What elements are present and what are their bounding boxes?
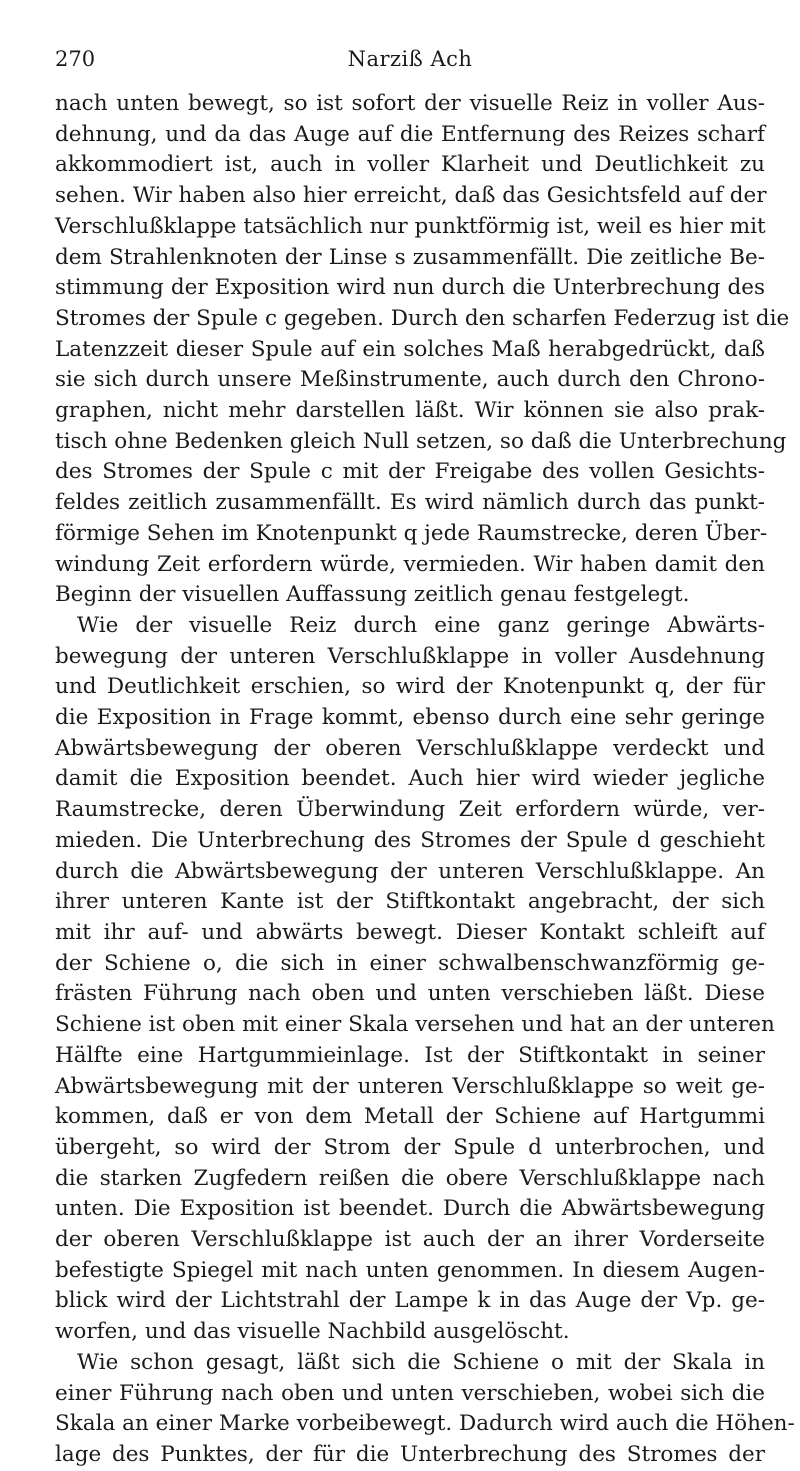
text-line: tisch ohne Bedenken gleich Null setzen, so daß die Unterbrechung: [55, 428, 787, 454]
text-line: Abwärtsbewegung der oberen Verschlußklappe verdeckt und: [55, 735, 765, 761]
text-line: einer Führung nach oben und unten verschieben, wobei sich die: [55, 1380, 765, 1406]
text-line: Wie schon gesagt, läßt sich die Schiene o mit der Skala in: [77, 1349, 765, 1375]
text-line: damit die Exposition beendet. Auch hier wird wieder jegliche: [55, 766, 765, 792]
text-line: die Exposition in Frage kommt, ebenso durch eine sehr geringe: [55, 705, 765, 731]
text-line: befestigte Spiegel mit nach unten genommen. In diesem Augen-: [55, 1257, 765, 1283]
body-text: [55, 89, 795, 1471]
text-line: unten. Die Exposition ist beendet. Durch die Abwärtsbewegung: [55, 1196, 765, 1222]
text-line: der oberen Verschlußklappe ist auch der an ihrer Vorderseite: [55, 1227, 765, 1253]
text-line: nach unten bewegt, so ist sofort der visuelle Reiz in voller Aus-: [55, 91, 765, 116]
text-line: Abwärtsbewegung mit der unteren Verschlußklappe so weit ge-: [55, 1073, 765, 1099]
text-line: Hälfte eine Hartgummieinlage. Ist der Stiftkontakt in seiner: [55, 1042, 765, 1068]
text-line: Beginn der visuellen Auffassung zeitlich genau festgelegt.: [55, 582, 690, 608]
text-line: frästen Führung nach oben und unten verschieben läßt. Diese: [55, 981, 765, 1007]
running-title: Narziß Ach: [347, 47, 473, 71]
text-line: Schiene ist oben mit einer Skala versehen und hat an der unteren: [55, 1012, 775, 1038]
text-line: dem Strahlenknoten der Linse s zusammenfällt. Die zeitliche Be-: [55, 244, 765, 270]
text-line: blick wird der Lichtstrahl der Lampe k in das Auge der Vp. ge-: [55, 1288, 765, 1314]
text-line: übergeht, so wird der Strom der Spule d unterbrochen, und: [55, 1134, 765, 1160]
text-line: graphen, nicht mehr darstellen läßt. Wir können sie also prak-: [55, 398, 765, 424]
text-line: kommen, daß er von dem Metall der Schiene auf Hartgummi: [55, 1104, 765, 1130]
running-head: [55, 44, 765, 74]
text-line: mieden. Die Unterbrechung des Stromes der Spule d geschieht: [55, 827, 765, 853]
text-line: worfen, und das visuelle Nachbild ausgelöscht.: [55, 1319, 570, 1345]
text-line: sehen. Wir haben also hier erreicht, daß das Gesichtsfeld auf der: [55, 183, 767, 209]
text-line: Raumstrecke, deren Überwindung Zeit erfordern würde, ver-: [55, 797, 765, 823]
page-number: 270: [55, 47, 96, 71]
text-line: durch die Abwärtsbewegung der unteren Verschlußklappe. An: [55, 858, 765, 884]
text-line: Latenzzeit dieser Spule auf ein solches Maß herabgedrückt, daß: [55, 336, 765, 362]
text-line: des Stromes der Spule c mit der Freigabe des vollen Gesichts-: [55, 459, 765, 485]
text-line: Stromes der Spule c gegeben. Durch den scharfen Federzug ist die: [55, 305, 790, 331]
text-line: akkommodiert ist, auch in voller Klarheit und Deutlichkeit zu: [55, 152, 765, 178]
text-line: feldes zeitlich zusammenfällt. Es wird nämlich durch das punkt-: [55, 490, 765, 516]
text-line: Verschlußklappe tatsächlich nur punktförmig ist, weil es hier mit: [55, 213, 766, 239]
text-line: windung Zeit erfordern würde, vermieden. Wir haben damit den: [55, 551, 765, 577]
text-line: bewegung der unteren Verschlußklappe in voller Ausdehnung: [55, 643, 765, 669]
text-line: stimmung der Exposition wird nun durch die Unterbrechung des: [55, 275, 765, 301]
text-line: mit ihr auf- und abwärts bewegt. Dieser Kontakt schleift auf: [55, 919, 765, 945]
text-line: Skala an einer Marke vorbeibewegt. Dadurch wird auch die Höhen-: [55, 1411, 795, 1437]
text-line: ihrer unteren Kante ist der Stiftkontakt angebracht, der sich: [55, 889, 765, 915]
text-line: förmige Sehen im Knotenpunkt q jede Raumstrecke, deren Über-: [55, 520, 768, 546]
text-line: lage des Punktes, der für die Unterbrechung des Stromes der: [55, 1441, 765, 1467]
text-line: dehnung, und da das Auge auf die Entfernung des Reizes scharf: [55, 121, 765, 147]
text-line: der Schiene o, die sich in einer schwalbenschwanzförmig ge-: [55, 950, 765, 976]
text-line: die starken Zugfedern reißen die obere Verschlußklappe nach: [55, 1165, 765, 1191]
text-line: Wie der visuelle Reiz durch eine ganz geringe Abwärts-: [77, 612, 765, 638]
text-line: sie sich durch unsere Meßinstrumente, auch durch den Chrono-: [55, 367, 765, 393]
text-line: und Deutlichkeit erschien, so wird der Knotenpunkt q, der für: [55, 674, 765, 700]
